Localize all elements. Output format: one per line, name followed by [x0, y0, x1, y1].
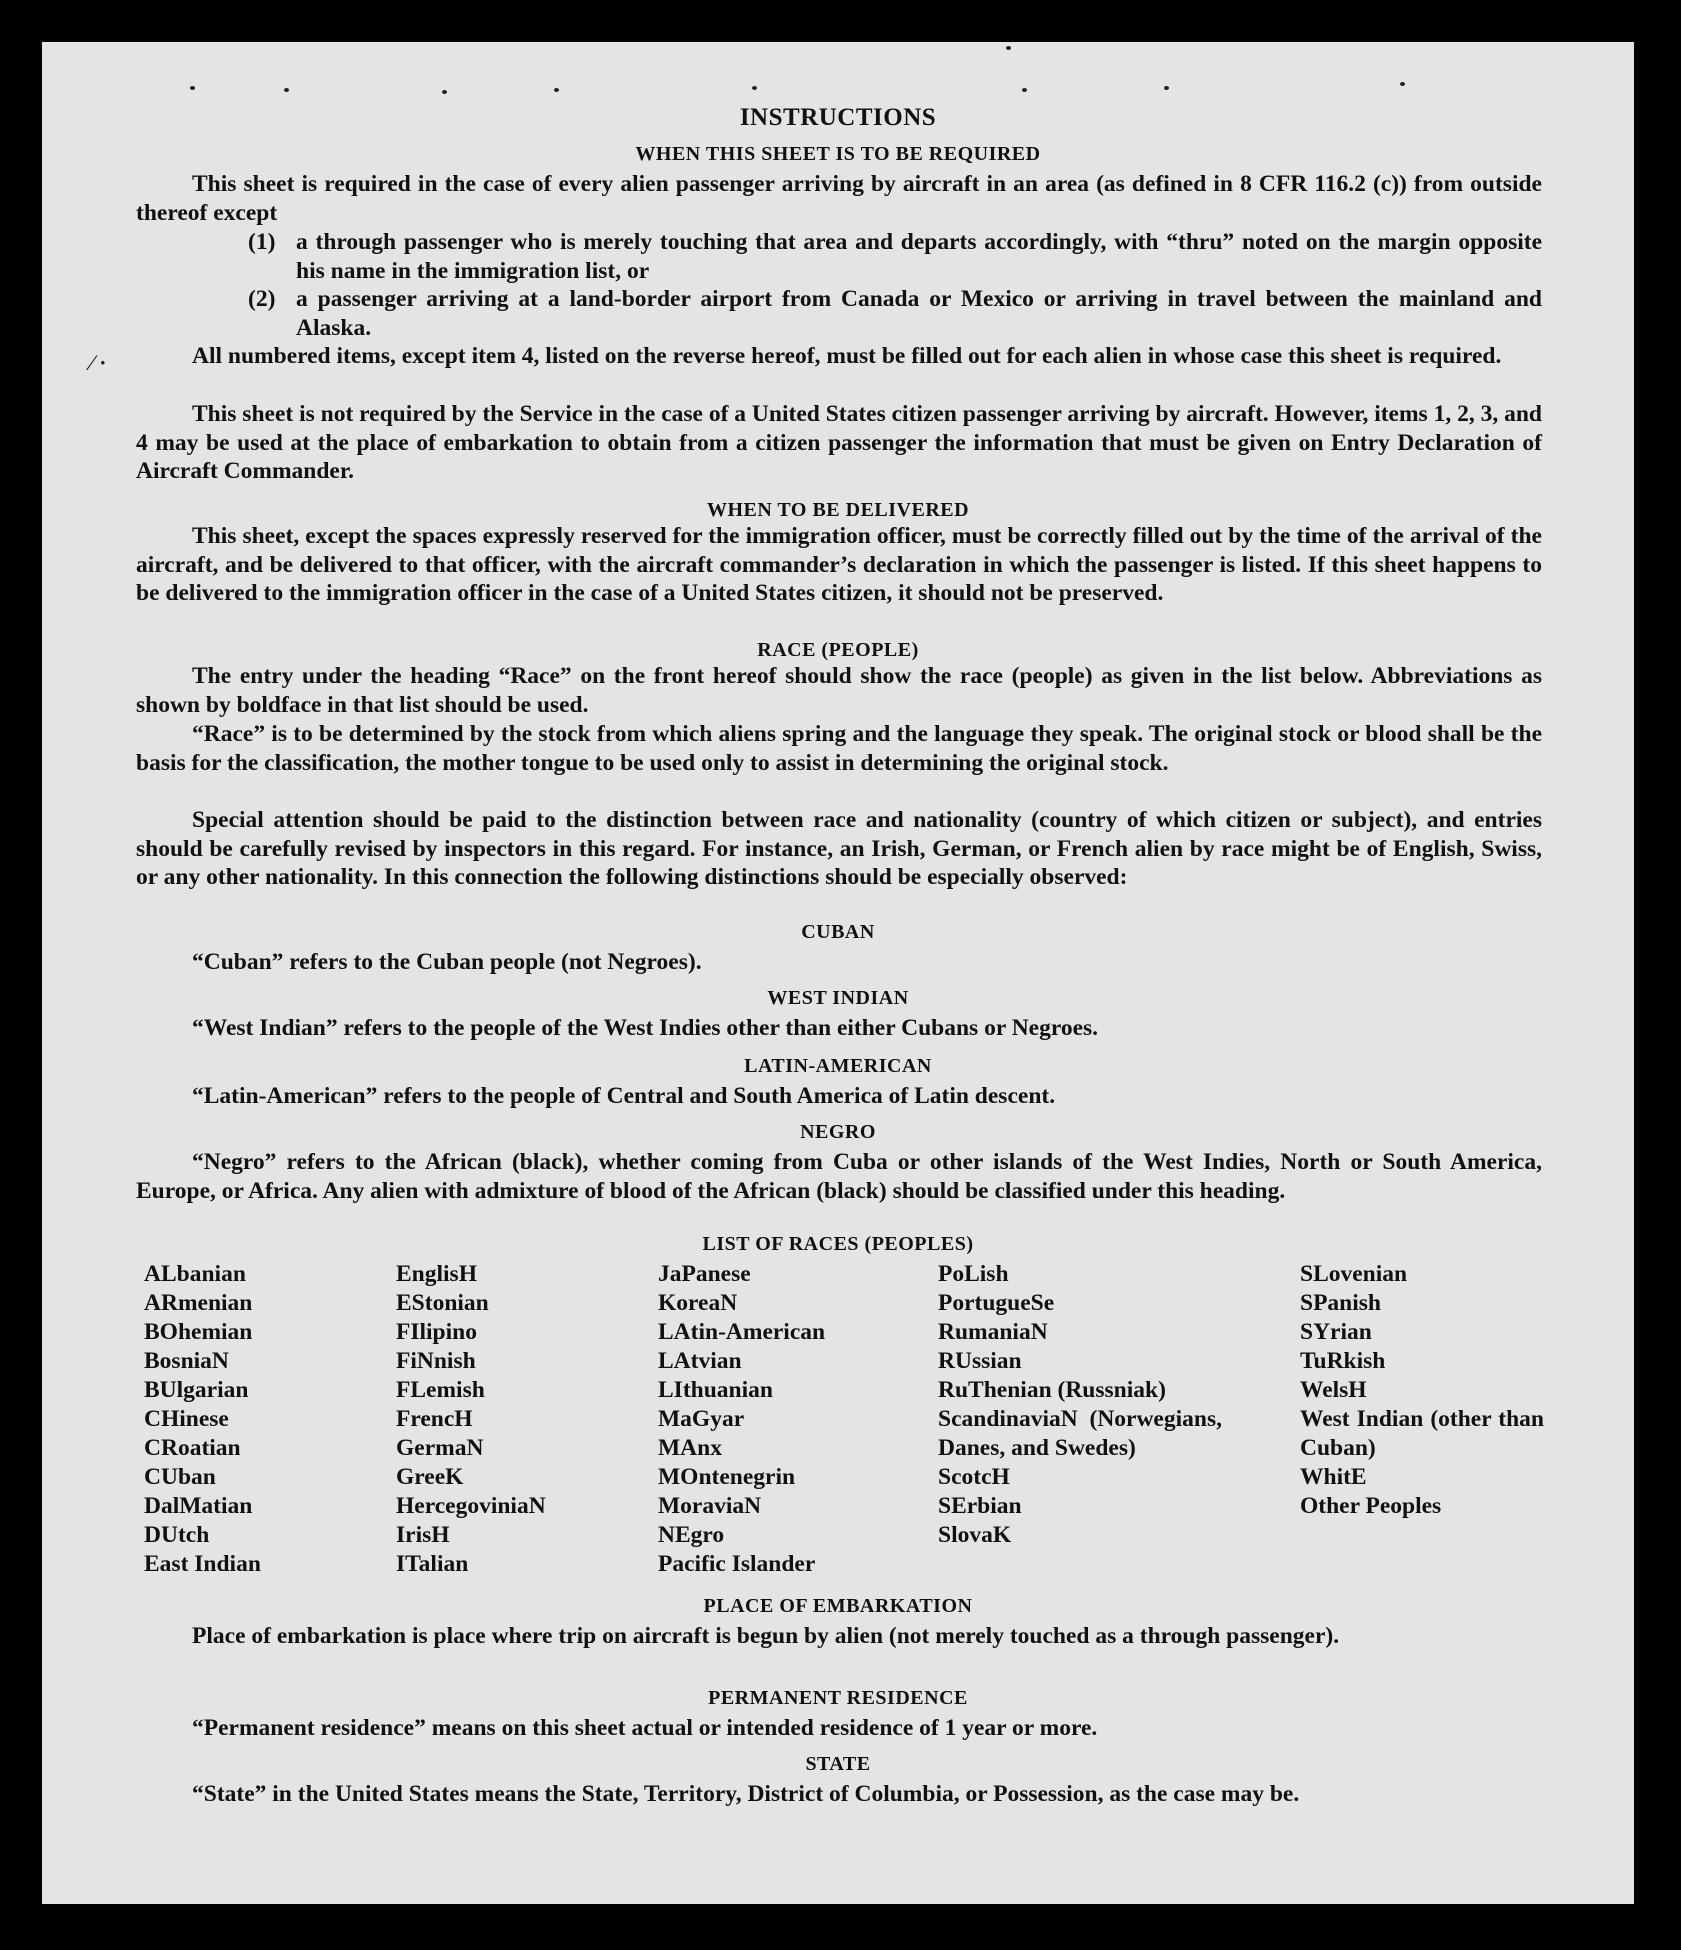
para-race-1: The entry under the heading “Race” on the front hereof should show the race (people) as given in the list below. Abbreviations as shown by boldface in that list should be used.	[136, 663, 1542, 718]
heading-negro: NEGRO	[800, 1121, 876, 1143]
race-entry: West Indian (other than Cuban)	[1300, 1406, 1544, 1461]
heading-permanent-residence: PERMANENT RESIDENCE	[708, 1687, 968, 1709]
exception-item	[248, 285, 1542, 342]
heading-latin-american: LATIN-AMERICAN	[744, 1055, 932, 1077]
race-entry: RUssian	[938, 1348, 1022, 1374]
race-entry: MOntenegrin	[658, 1464, 796, 1490]
page-title: INSTRUCTIONS	[739, 104, 937, 131]
race-entry: PoLish	[938, 1261, 1009, 1287]
speck	[1006, 46, 1011, 50]
race-entry: GermaN	[396, 1435, 484, 1461]
speck	[554, 88, 559, 92]
para-west-indian: “West Indian” refers to the people of the West Indies other than either Cubans or Negroes.	[192, 1015, 1099, 1041]
race-entry: LIthuanian	[658, 1377, 773, 1403]
race-entry: FrencH	[396, 1406, 473, 1432]
race-entry: TuRkish	[1300, 1348, 1386, 1374]
race-entry: ScandinaviaN (Norwegians, Danes, and Swedes)	[938, 1406, 1222, 1461]
race-entry: LAtvian	[658, 1348, 742, 1374]
race-entry: CRoatian	[144, 1435, 241, 1461]
race-entry: CUban	[144, 1464, 216, 1490]
race-entry: GreeK	[396, 1464, 464, 1490]
speck	[1022, 88, 1027, 92]
para-latin-american: “Latin-American” refers to the people of Central and South America of Latin descent.	[192, 1083, 1056, 1109]
instruction-sheet	[42, 42, 1634, 1904]
race-entry: CHinese	[144, 1406, 229, 1432]
para-race-2: “Race” is to be determined by the stock from which aliens spring and the language they speak. The original stock or blood shall be the basis for the classification, the mother tongue to be used only to assist in determining the original stock.	[136, 721, 1542, 776]
exception-text: a passenger arriving at a land-border airport from Canada or Mexico or arriving in travel between the mainland and Alaska.	[296, 286, 1542, 341]
race-entry: RumaniaN	[938, 1319, 1048, 1345]
race-entry: ScotcH	[938, 1464, 1010, 1490]
race-entry: EnglisH	[396, 1261, 477, 1287]
para-when-delivered: This sheet, except the spaces expressly reserved for the immigration officer, must be correctly filled out by the time of the arrival of the aircraft, and be delivered to that officer, with the aircraft commander’s declaration in which the passenger is listed. If this sheet happens to be delivered to the immigration officer in the case of a United States citizen, it should not be preserved.	[136, 523, 1542, 607]
exception-text: a through passenger who is merely touching that area and departs accordingly, with “thru” noted on the margin opposite his name in the immigration list, or	[296, 229, 1542, 284]
speck	[442, 90, 447, 94]
para-residence: “Permanent residence” means on this sheet actual or intended residence of 1 year or more.	[192, 1715, 1098, 1741]
para-state: “State” in the United States means the State, Territory, District of Columbia, or Possession, as the case may be.	[192, 1781, 1300, 1807]
exception-number: (2)	[248, 286, 276, 312]
ink-smudge: ⁄ ·	[90, 350, 107, 375]
para-race-3: Special attention should be paid to the distinction between race and nationality (country of which citizen or subject), and entries should be carefully revised by inspectors in this regard. For instance, an Irish, German, or French alien by race might be of English, Swiss, or any other nationality. In this connection the following distinctions should be especially observed:	[136, 807, 1542, 891]
race-entry: LAtin-American	[658, 1319, 826, 1345]
race-entry: KoreaN	[658, 1290, 738, 1316]
race-entry: East Indian	[144, 1551, 261, 1577]
exception-number: (1)	[248, 229, 276, 255]
race-entry: MaGyar	[658, 1406, 745, 1432]
race-entry: BosniaN	[144, 1348, 229, 1374]
race-entry: NEgro	[658, 1522, 725, 1548]
race-entry: RuThenian (Russniak)	[938, 1377, 1166, 1403]
race-entry: FIlipino	[396, 1319, 477, 1345]
race-entry: SLovenian	[1300, 1261, 1408, 1287]
race-column-4	[938, 1260, 1228, 1550]
race-column-5	[1300, 1260, 1550, 1521]
race-entry: ITalian	[396, 1551, 469, 1577]
para-embarkation: Place of embarkation is place where trip on aircraft is begun by alien (not merely touched as a through passenger).	[192, 1623, 1340, 1649]
heading-when-required: WHEN THIS SHEET IS TO BE REQUIRED	[635, 143, 1041, 165]
race-entry: DUtch	[144, 1522, 210, 1548]
race-entry: DalMatian	[144, 1493, 253, 1519]
race-column-3	[658, 1260, 928, 1579]
speck	[752, 86, 757, 90]
race-entry: Other Peoples	[1300, 1493, 1442, 1519]
para-when-required-intro: This sheet is required in the case of every alien passenger arriving by aircraft in an area (as defined in 8 CFR 116.2 (c)) from outside thereof except	[136, 171, 1542, 226]
heading-cuban: CUBAN	[801, 921, 875, 943]
race-entry: MAnx	[658, 1435, 722, 1461]
race-entry: WhitE	[1300, 1464, 1367, 1490]
para-negro: “Negro” refers to the African (black), whether coming from Cuba or other islands of the West Indies, North or South America, Europe, or Africa. Any alien with admixture of blood of the African (black) should be classified under this heading.	[136, 1149, 1542, 1204]
para-numbered-items: All numbered items, except item 4, listed on the reverse hereof, must be filled out for each alien in whose case this sheet is required.	[192, 343, 1502, 369]
race-entry: JaPanese	[658, 1261, 751, 1287]
race-entry: EStonian	[396, 1290, 489, 1316]
exception-item	[248, 228, 1542, 285]
race-entry: SYrian	[1300, 1319, 1372, 1345]
race-entry: MoraviaN	[658, 1493, 762, 1519]
heading-place-of-embarkation: PLACE OF EMBARKATION	[703, 1595, 973, 1617]
race-entry: FiNnish	[396, 1348, 476, 1374]
speck	[190, 86, 195, 90]
para-cuban: “Cuban” refers to the Cuban people (not Negroes).	[192, 949, 702, 975]
race-entry: SPanish	[1300, 1290, 1381, 1316]
race-entry: ALbanian	[144, 1261, 246, 1287]
heading-state: STATE	[805, 1753, 871, 1775]
speck	[284, 88, 289, 92]
race-entry: PortugueSe	[938, 1290, 1055, 1316]
race-entry: IrisH	[396, 1522, 450, 1548]
heading-when-delivered: WHEN TO BE DELIVERED	[706, 499, 970, 521]
race-entry: BUlgarian	[144, 1377, 249, 1403]
para-citizen: This sheet is not required by the Service in the case of a United States citizen passenger arriving by aircraft. However, items 1, 2, 3, and 4 may be used at the place of embarkation to obtain from a citizen passenger the information that must be given on Entry Declaration of Aircraft Commander.	[136, 401, 1542, 485]
race-column-2	[396, 1260, 646, 1579]
race-entry: BOhemian	[144, 1319, 253, 1345]
race-entry: HercegoviniaN	[396, 1493, 546, 1519]
heading-west-indian: WEST INDIAN	[767, 987, 909, 1009]
race-entry: FLemish	[396, 1377, 485, 1403]
race-entry: WelsH	[1300, 1377, 1367, 1403]
heading-list-of-races: LIST OF RACES (PEOPLES)	[702, 1233, 974, 1255]
race-entry: SErbian	[938, 1493, 1022, 1519]
race-column-1	[144, 1260, 384, 1579]
heading-race: RACE (PEOPLE)	[757, 639, 919, 661]
speck	[1164, 86, 1169, 90]
race-entry: SlovaK	[938, 1522, 1012, 1548]
race-entry: ARmenian	[144, 1290, 253, 1316]
speck	[1400, 82, 1405, 86]
race-entry: Pacific Islander	[658, 1551, 816, 1577]
